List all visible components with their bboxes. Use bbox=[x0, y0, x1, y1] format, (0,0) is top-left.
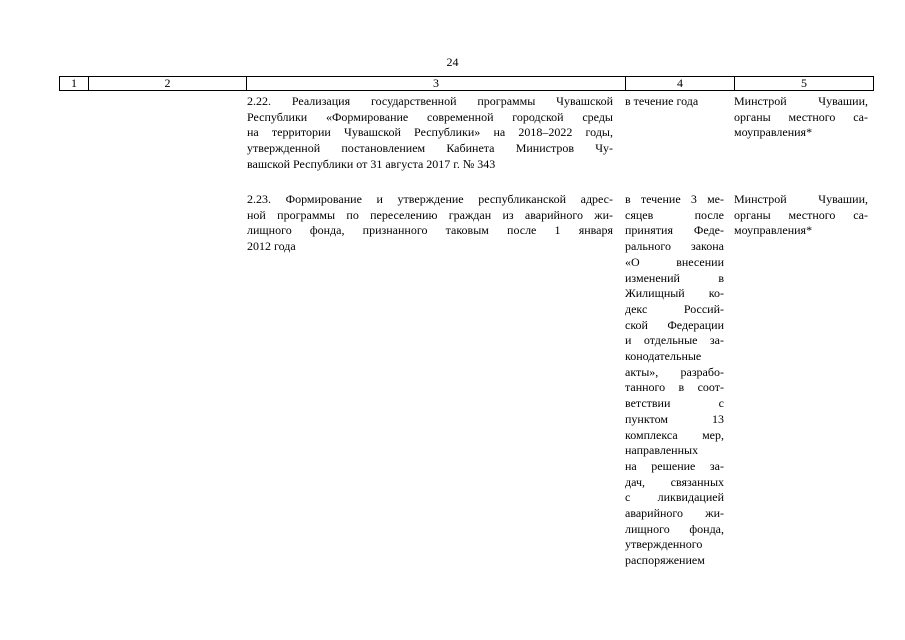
column-number-2: 2 bbox=[89, 77, 247, 91]
text-line: пунктом 13 bbox=[625, 411, 724, 426]
text-line: Жилищный ко- bbox=[625, 286, 724, 301]
text-line: 2012 года bbox=[247, 239, 296, 254]
text-line: ветствии с bbox=[625, 396, 724, 411]
text-line: танного в соот- bbox=[625, 380, 724, 395]
text-line: в течение 3 ме- bbox=[625, 192, 724, 206]
text-line: вашской Республики от 31 августа 2017 г. № 343 bbox=[247, 156, 496, 171]
text-line: ной программы по переселению граждан из аварийного жи- bbox=[247, 207, 613, 222]
column-number-1: 1 bbox=[60, 77, 89, 91]
column-number-5: 5 bbox=[735, 77, 874, 91]
text-line: утвержденного bbox=[625, 537, 703, 552]
item-2-22-responsible bbox=[734, 94, 868, 141]
text-line: 2.22. Реализация государственной программы Чувашской bbox=[247, 94, 613, 108]
item-2-22-description bbox=[247, 94, 613, 173]
text-line: с ликвидацией bbox=[625, 490, 724, 505]
text-line: на территории Чувашской Республики» на 2018–2022 годы, bbox=[247, 125, 613, 140]
text-line: принятия Феде- bbox=[625, 223, 724, 238]
text-line: Минстрой Чувашии, bbox=[734, 192, 868, 206]
page-number: 24 bbox=[446, 55, 459, 69]
text-line: лищного фонда, признанного таковым после 1 января bbox=[247, 223, 613, 238]
text-line: Минстрой Чувашии, bbox=[734, 94, 868, 108]
text-line: лищного фонда, bbox=[625, 521, 724, 536]
text-line: распоряжением bbox=[625, 553, 705, 568]
text-line: утвержденной постановлением Кабинета Министров Чу- bbox=[247, 141, 613, 156]
item-2-23-description bbox=[247, 192, 613, 255]
text-line: и отдельные за- bbox=[625, 333, 724, 348]
text-line: моуправления* bbox=[734, 125, 813, 140]
item-2-23-responsible bbox=[734, 192, 868, 239]
text-line: рального закона bbox=[625, 239, 724, 254]
text-line: в течение года bbox=[625, 94, 699, 108]
item-2-23-deadline bbox=[625, 192, 724, 569]
column-number-4: 4 bbox=[626, 77, 735, 91]
text-line: аварийного жи- bbox=[625, 506, 724, 521]
item-2-22-deadline bbox=[625, 94, 724, 110]
text-line: «О внесении bbox=[625, 254, 724, 269]
text-line: комплекса мер, bbox=[625, 427, 724, 442]
text-line: Республики «Формирование современной городской среды bbox=[247, 109, 613, 124]
text-line: конодательные bbox=[625, 349, 702, 364]
text-line: дач, связанных bbox=[625, 474, 724, 489]
text-line: декс Россий- bbox=[625, 301, 724, 316]
column-number-header bbox=[59, 76, 874, 91]
text-line: ской Федерации bbox=[625, 317, 724, 332]
text-line: направленных bbox=[625, 443, 699, 458]
text-line: органы местного са- bbox=[734, 207, 868, 222]
text-line: акты», разрабо- bbox=[625, 364, 724, 379]
text-line: 2.23. Формирование и утверждение республиканской адрес- bbox=[247, 192, 613, 206]
text-line: моуправления* bbox=[734, 223, 813, 238]
column-number-3: 3 bbox=[247, 77, 626, 91]
text-line: изменений в bbox=[625, 270, 724, 285]
text-line: сяцев после bbox=[625, 207, 724, 222]
text-line: на решение за- bbox=[625, 458, 724, 473]
text-line: органы местного са- bbox=[734, 109, 868, 124]
